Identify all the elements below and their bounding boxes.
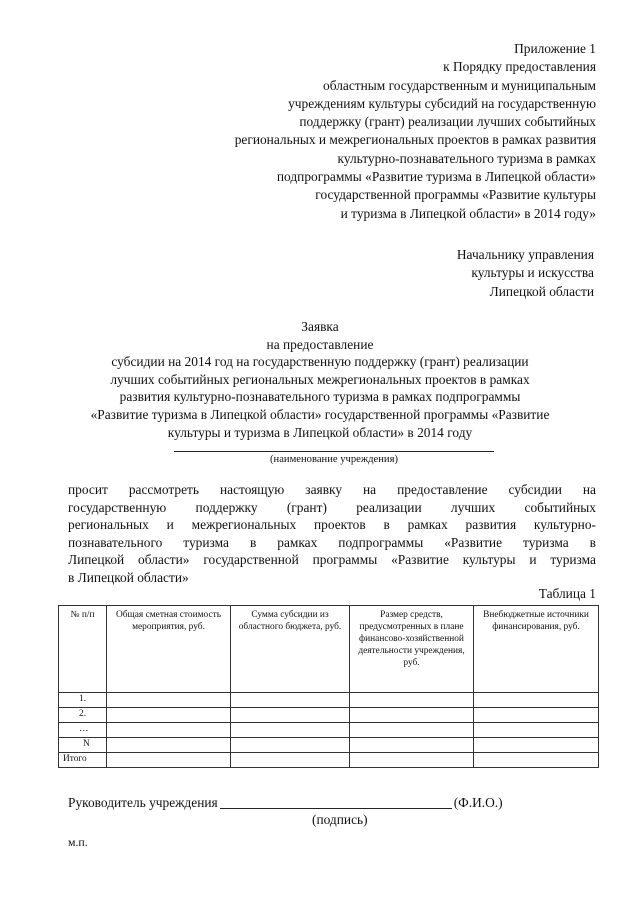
body-line: региональных и межрегиональных проектов в рамках развития культурно-: [68, 517, 596, 533]
stamp-place-label: м.п.: [68, 835, 88, 849]
table-label: Таблица 1: [538, 586, 596, 601]
signature-caption: (подпись): [312, 812, 368, 827]
table-total-row: [59, 753, 599, 768]
table-cell[interactable]: [107, 693, 231, 708]
table-cell[interactable]: [107, 723, 231, 738]
table-header-row: [59, 606, 599, 693]
organization-name-caption: (наименование учреждения): [270, 454, 398, 465]
appendix-line: региональных и межрегиональных проектов в рамках развития: [234, 132, 596, 148]
signature-line[interactable]: [220, 808, 452, 809]
addressee-line: Начальнику управления: [456, 247, 594, 262]
appendix-line: культурно-познавательного туризма в рамках: [337, 150, 596, 166]
table-cell[interactable]: [350, 723, 474, 738]
table-cell[interactable]: [231, 723, 350, 738]
table-cell[interactable]: [107, 708, 231, 723]
row-number: 1.: [59, 693, 107, 708]
addressee-line: Липецкой области: [489, 283, 594, 299]
organization-name-line: [174, 451, 494, 452]
table-cell[interactable]: [474, 693, 599, 708]
fio-label: (Ф.И.О.): [453, 795, 503, 810]
row-total-label: Итого: [59, 753, 107, 768]
request-body: [68, 481, 596, 587]
table-cell[interactable]: [107, 753, 231, 768]
row-number: N: [59, 738, 107, 753]
request-title-line: культуры и туризма в Липецкой области» в 2014 году: [167, 424, 473, 440]
appendix-line: к Порядку предоставления: [443, 59, 596, 75]
header-total-cost: Общая сметная стоимость мероприятия, руб.: [107, 606, 231, 693]
signature-label: Руководитель учреждения: [68, 795, 218, 810]
body-line: государственную поддержку (грант) реализации лучших событийных: [68, 499, 596, 515]
table-cell[interactable]: [350, 753, 474, 768]
table-row: [59, 708, 599, 723]
body-line: просит рассмотреть настоящую заявку на предоставление субсидии на: [68, 482, 596, 497]
table-cell[interactable]: [107, 738, 231, 753]
table-row: [59, 693, 599, 708]
request-title-line: «Развитие туризма в Липецкой области» государственной программы «Развитие: [90, 406, 550, 422]
request-title-line: Заявка: [301, 319, 339, 334]
appendix-line: поддержку (грант) реализации лучших событийных: [299, 114, 596, 130]
appendix-line: подпрограммы «Развитие туризма в Липецкой области»: [276, 169, 596, 185]
table-cell[interactable]: [231, 708, 350, 723]
body-line: Липецкой области» государственной программы «Развитие культуры и туризма: [68, 552, 596, 568]
signature-row: [68, 795, 600, 811]
row-number: …: [59, 723, 107, 738]
request-title-line: субсидии на 2014 год на государственную поддержку (грант) реализации: [111, 354, 529, 370]
table-cell[interactable]: [350, 708, 474, 723]
table-cell[interactable]: [350, 738, 474, 753]
request-title-line: развития культурно-познавательного туризма в рамках подпрограммы: [119, 389, 521, 405]
header-subsidy-amount: Сумма субсидии из областного бюджета, руб.: [231, 606, 350, 693]
appendix-line: и туризма в Липецкой области» в 2014 году»: [340, 205, 596, 221]
table-row: [59, 738, 599, 753]
header-extra-budgetary: Внебюджетные источники финансирования, руб.: [474, 606, 599, 693]
appendix-line: государственной программы «Развитие культуры: [315, 187, 596, 203]
request-title-line: на предоставление: [266, 336, 374, 352]
appendix-line: областным государственным и муниципальным: [323, 77, 596, 93]
header-own-funds: Размер средств, предусмотренных в плане финансово-хозяйственной деятельности учреждения, руб.: [350, 606, 474, 693]
request-title-line: лучших событийных региональных межрегиональных проектов в рамках: [110, 371, 530, 387]
table-cell[interactable]: [231, 693, 350, 708]
appendix-line: учреждениям культуры субсидий на государственную: [288, 95, 596, 111]
header-number: № п/п: [59, 606, 107, 693]
table-cell[interactable]: [474, 738, 599, 753]
table-cell[interactable]: [474, 753, 599, 768]
table-row: [59, 723, 599, 738]
body-line: в Липецкой области»: [68, 569, 189, 585]
appendix-header: [76, 40, 596, 223]
grant-table: [58, 605, 599, 768]
table-cell[interactable]: [231, 738, 350, 753]
body-line: познавательного туризма в рамках подпрограммы «Развитие туризма в: [68, 534, 596, 550]
appendix-line: Приложение 1: [514, 41, 596, 56]
row-number: 2.: [59, 708, 107, 723]
addressee-line: культуры и искусства: [471, 265, 594, 281]
table-cell[interactable]: [474, 723, 599, 738]
table-cell[interactable]: [231, 753, 350, 768]
addressee-block: [457, 246, 594, 301]
table-cell[interactable]: [474, 708, 599, 723]
request-title: [40, 318, 600, 441]
table-cell[interactable]: [350, 693, 474, 708]
